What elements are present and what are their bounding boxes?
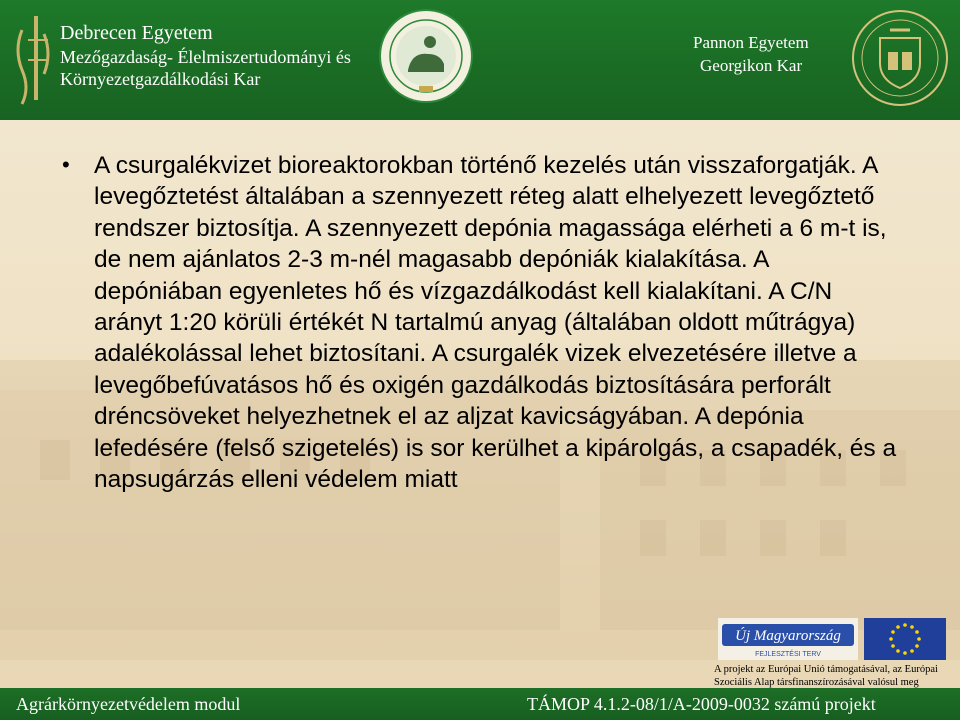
pannon-faculty-title: Georgikon Kar (700, 56, 803, 75)
content-area (62, 150, 902, 495)
bullet-marker: • (62, 152, 70, 177)
footer-project-label: TÁMOP 4.1.2-08/1/A-2009-0032 számú projekt (527, 694, 876, 714)
uj-magyarorszag-subtext: FEJLESZTÉSI TERV (755, 651, 821, 658)
debrecen-university-logo (4, 10, 56, 110)
faculty-seal-logo (378, 8, 474, 104)
debrecen-faculty-line1: Mezőgazdaság- Élelmiszertudományi és (60, 47, 351, 67)
eu-flag-icon (864, 618, 946, 660)
eu-funding-note (714, 663, 954, 689)
footer-bar (0, 688, 960, 720)
pannon-university-logo (850, 8, 950, 108)
pannon-university-title: Pannon Egyetem (693, 33, 809, 52)
footer-module-label: Agrárkörnyezetvédelem modul (16, 694, 241, 714)
uj-magyarorszag-text: Új Magyarország (735, 628, 841, 644)
uj-magyarorszag-logo (718, 618, 858, 660)
debrecen-faculty-line2: Környezetgazdálkodási Kar (60, 69, 261, 89)
eu-logos (718, 618, 946, 660)
body-paragraph: A csurgalékvizet bioreaktorokban történő kezelés után visszaforgatják. A levegőztetést általában a szennyezett réteg alatt elhelyezett levegőztető rendszer biztosítja. A szennyezett depónia magassága elérheti a 6 m-t is, de nem ajánlatos 2-3 m-nél magasabb depóniák kialakítása. A depóniában egyenletes hő és vízgazdálkodást kell kialakítani. A C/N arányt 1:20 körüli értékét N tartalmú anyag (általában oldott műtrágya) adalékolással lehet biztosítani. A csurgalék vizek elvezetésére illetve a levegőbefúvatásos hő és oxigén gazdálkodás biztosítására perforált dréncsöveket helyezhetnek el az aljzat kavicságyában. A depónia lefedésére (felső szigetelés) is sor kerülhet a kipárolgás, a csapadék, és a napsugárzás elleni védelem miatt (94, 152, 897, 494)
debrecen-university-title: Debrecen Egyetem (60, 22, 213, 44)
header-bar (0, 0, 960, 120)
eu-note-line1: A projekt az Európai Unió támogatásával, az Európai (714, 664, 938, 675)
eu-note-line2: Szociális Alap társfinanszírozásával valósul meg (714, 677, 919, 688)
